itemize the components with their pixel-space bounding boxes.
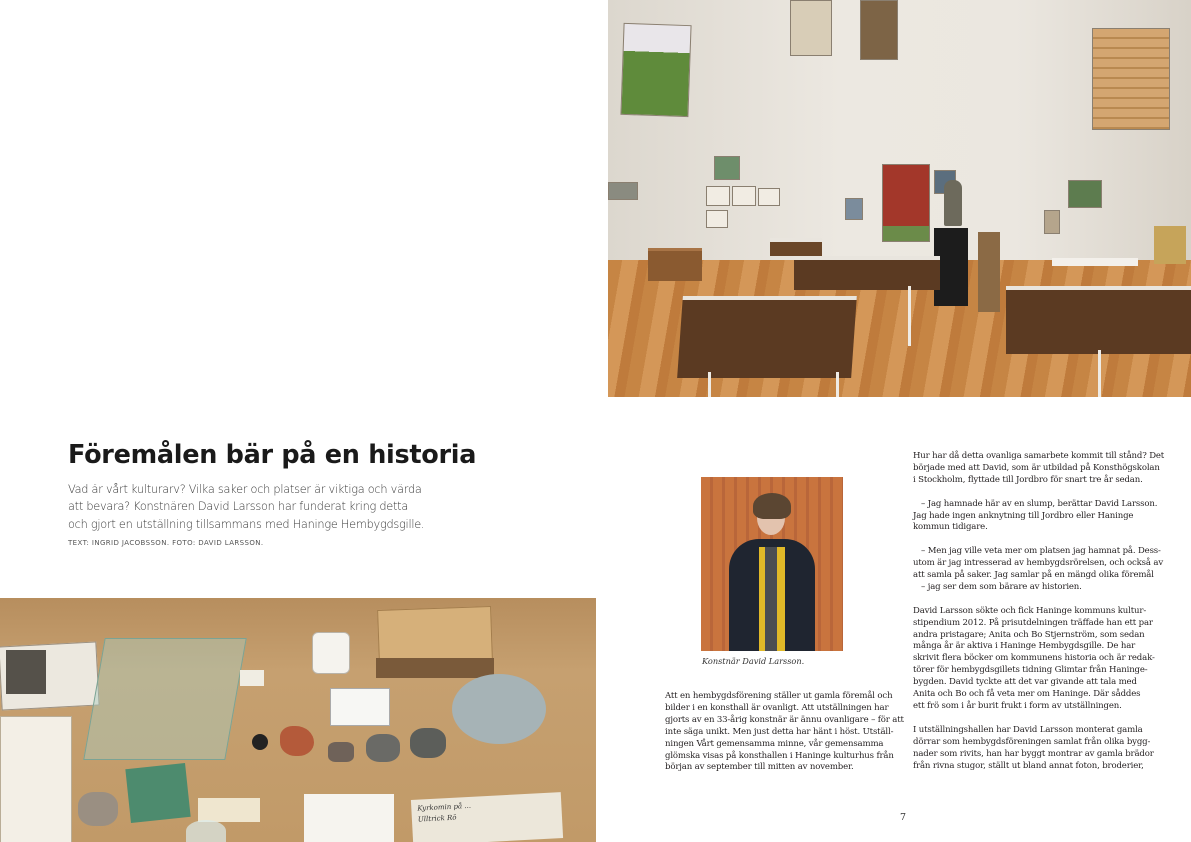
text-line: från rivna stugor, ställt ut bland annat foton, broderier, bbox=[913, 760, 1144, 771]
small-photo-a bbox=[845, 198, 863, 220]
drinking-glass bbox=[186, 820, 226, 842]
text-line: David Larsson sökte och fick Haninge kommuns kultur- bbox=[913, 605, 1147, 616]
apple-tree-photo bbox=[620, 23, 691, 117]
label-text: Kyrkomin på ... bbox=[417, 801, 472, 813]
label-text: Ulltrick Rö bbox=[417, 813, 457, 824]
text-line: ett frö som i år burit frukt i form av utställningen. bbox=[913, 700, 1122, 711]
text-line: – Men jag ville veta mer om platsen jag hamnat på. Dess- bbox=[921, 546, 1161, 557]
text-line: började med att David, som är utbildad på Konsthögskolan bbox=[913, 462, 1160, 473]
text-line: bygden. David tyckte att det var givande att tala med bbox=[913, 677, 1137, 688]
text-line: i Stockholm, flyttade till Jordbro för snart tre år sedan. bbox=[913, 474, 1143, 485]
text-line: bilder i en konsthall är ovanligt. Att utställningen har bbox=[665, 702, 889, 713]
small-card bbox=[240, 670, 264, 686]
stone bbox=[78, 792, 118, 826]
text-line: början av september till mitten av november. bbox=[665, 762, 854, 773]
ceramic-spool bbox=[312, 632, 350, 674]
old-door-panel-dark bbox=[860, 0, 898, 60]
display-case-back bbox=[794, 256, 940, 290]
body-column-right bbox=[913, 451, 1183, 784]
text-line: dörrar som hembygdsföreningen samlat från olika bygg- bbox=[913, 736, 1151, 747]
text-line: nader som rivits, han har byggt montrar av gamla brädor bbox=[913, 748, 1154, 759]
ingress-line: att bevara? Konstnären David Larsson har funderat kring detta bbox=[68, 500, 409, 514]
trestle-leg bbox=[708, 372, 711, 397]
body-paragraph bbox=[913, 499, 1183, 535]
text-line: – Jag hamnade här av en slump, berättar David Larsson. bbox=[921, 498, 1158, 509]
article-byline: TEXT: INGRID JACOBSSON. FOTO: DAVID LARSSON. bbox=[68, 539, 264, 547]
body-column-middle bbox=[665, 691, 904, 774]
text-line: inte säga unikt. Men just detta har hänt i höst. Utställ- bbox=[665, 726, 894, 737]
text-line: många år är aktiva i Haninge Hembygdsgille. De har bbox=[913, 641, 1136, 652]
small-jar bbox=[252, 734, 268, 750]
text-line: – jag ser dem som bärare av historien. bbox=[921, 581, 1082, 592]
portrait-hair bbox=[753, 493, 791, 519]
artist-portrait bbox=[701, 477, 843, 651]
pottery-bowl bbox=[452, 674, 546, 744]
text-line: andra pristagare; Anita och Bo Stjernström, som sedan bbox=[913, 629, 1145, 640]
display-case-right bbox=[1006, 286, 1191, 354]
text-line: skrivit flera böcker om kommunens historia och är redak- bbox=[913, 653, 1155, 664]
framed-photo-2 bbox=[732, 186, 756, 206]
body-paragraph bbox=[913, 546, 1183, 594]
artifacts-photo bbox=[0, 598, 596, 842]
left-edge-photo bbox=[608, 182, 638, 200]
page-number: 7 bbox=[900, 812, 907, 823]
text-line: glömska visas på konsthallen i Haninge kulturhus från bbox=[665, 750, 894, 761]
text-line: Anita och Bo och få veta mer om Haninge. Där såddes bbox=[913, 689, 1141, 700]
exhibition-hall-photo bbox=[608, 0, 1191, 397]
wooden-block bbox=[377, 606, 493, 664]
portrait-shirt bbox=[765, 547, 777, 651]
body-paragraph bbox=[913, 606, 1183, 713]
body-paragraph bbox=[665, 691, 904, 774]
old-house-photo bbox=[330, 688, 390, 726]
photo-caption: Konstnär David Larsson. bbox=[702, 656, 805, 666]
small-photo-c bbox=[1068, 180, 1102, 208]
text-line: ningen Vårt gemensamma minne, vår gemensamma bbox=[665, 738, 884, 749]
pottery-shard bbox=[280, 726, 314, 756]
ingress-line: Vad är vårt kulturarv? Vilka saker och platser är viktiga och värda bbox=[68, 483, 422, 496]
green-tile bbox=[125, 763, 190, 823]
handwritten-label bbox=[411, 792, 563, 842]
paper-note bbox=[198, 798, 260, 822]
text-line: törer för hembygdsgillets tidning Glimtar från Haninge- bbox=[913, 665, 1148, 676]
old-door-panel bbox=[790, 0, 832, 56]
trestle-leg bbox=[908, 286, 911, 346]
wall-shelf bbox=[1052, 258, 1138, 266]
text-line: Att en hembygdsförening ställer ut gamla föremål och bbox=[665, 691, 893, 701]
text-line: I utställningshallen har David Larsson monterat gamla bbox=[913, 724, 1143, 735]
framed-photo-1 bbox=[706, 186, 730, 206]
small-case bbox=[770, 238, 822, 256]
framed-photo-4 bbox=[706, 210, 728, 228]
text-line: stipendium 2012. På prisutdelningen träffade han ett par bbox=[913, 617, 1153, 628]
display-case-front bbox=[677, 296, 857, 378]
body-paragraph bbox=[913, 725, 1183, 773]
small-photo-d bbox=[1044, 210, 1060, 234]
metal-tray bbox=[376, 658, 494, 678]
pottery-shard bbox=[328, 742, 354, 762]
pottery-shard bbox=[410, 728, 446, 758]
text-line: gjorts av en 33-årig konstnär är ännu ovanligare – för att bbox=[665, 714, 904, 725]
trestle-leg bbox=[1098, 350, 1101, 397]
book-photo bbox=[6, 650, 46, 694]
pottery-shard bbox=[366, 734, 400, 762]
small-landscape-photo bbox=[714, 156, 740, 180]
body-paragraph bbox=[913, 451, 1183, 487]
text-line: kommun tidigare. bbox=[913, 522, 988, 533]
text-line: utom är jag intresserad av hembygdsrörelsen, och också av bbox=[913, 558, 1164, 569]
red-barn-photo bbox=[882, 164, 930, 242]
ingress-line: och gjort en utställning tillsammans med Haninge Hembygdsgille. bbox=[68, 517, 425, 531]
side-table bbox=[648, 248, 702, 281]
stacked-books bbox=[0, 716, 72, 842]
pedestal-vase bbox=[944, 180, 962, 226]
text-line: Jag hade ingen anknytning till Jordbro eller Haninge bbox=[913, 510, 1134, 521]
wooden-post bbox=[978, 232, 1000, 312]
cabinet-photo bbox=[1092, 28, 1170, 130]
white-card bbox=[304, 794, 394, 842]
trestle-leg bbox=[836, 372, 839, 397]
article-ingress bbox=[68, 481, 428, 533]
glass-pane bbox=[83, 638, 247, 760]
framed-photo-3 bbox=[758, 188, 780, 206]
shopping-bag bbox=[1154, 226, 1186, 264]
article-headline: Föremålen bär på en historia bbox=[68, 440, 477, 470]
text-line: Hur har då detta ovanliga samarbete kommit till stånd? Det bbox=[913, 451, 1165, 461]
text-line: att samla på saker. Jag samlar på en mängd olika föremål bbox=[913, 570, 1154, 581]
